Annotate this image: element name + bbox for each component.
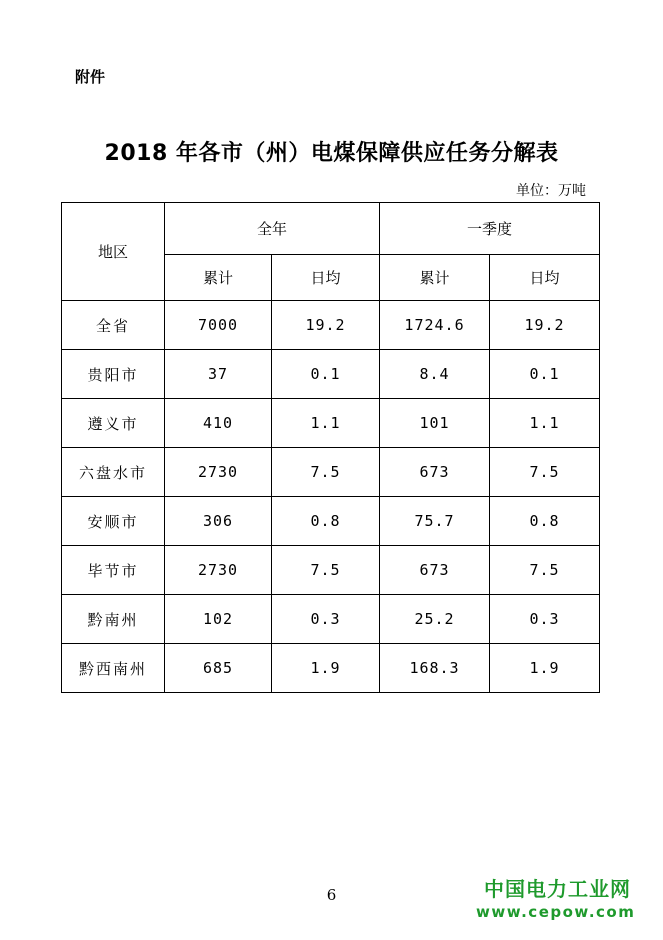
year-total-cell: 2730 [165,448,272,497]
region-cell: 黔西南州 [62,644,165,693]
year-total-cell: 306 [165,497,272,546]
attachment-label: 附件 [75,68,106,86]
supply-table [61,202,600,693]
q1-total-cell: 168.3 [380,644,490,693]
q1-total-cell: 1724.6 [380,301,490,350]
table-row [62,546,600,595]
q1-daily-cell: 19.2 [490,301,600,350]
watermark-site-name: 中国电力工业网 [484,877,631,901]
page-number: 6 [326,886,337,904]
year-total-cell: 2730 [165,546,272,595]
q1-daily-cell: 7.5 [490,448,600,497]
q1-daily-cell: 0.3 [490,595,600,644]
region-cell: 毕节市 [62,546,165,595]
q1-total-header: 累计 [380,255,490,301]
table-row [62,399,600,448]
q1-total-cell: 101 [380,399,490,448]
q1-daily-cell: 0.1 [490,350,600,399]
year-daily-cell: 1.9 [272,644,380,693]
year-total-cell: 410 [165,399,272,448]
year-daily-cell: 0.3 [272,595,380,644]
year-daily-cell: 1.1 [272,399,380,448]
table-row [62,448,600,497]
table-row [62,644,600,693]
table-row [62,497,600,546]
year-total-cell: 37 [165,350,272,399]
year-daily-cell: 7.5 [272,546,380,595]
region-cell: 安顺市 [62,497,165,546]
q1-total-cell: 673 [380,546,490,595]
watermark-site-url: www.cepow.com [476,903,636,921]
year-total-header: 累计 [165,255,272,301]
year-daily-cell: 7.5 [272,448,380,497]
region-cell: 遵义市 [62,399,165,448]
q1-daily-cell: 1.9 [490,644,600,693]
year-total-cell: 685 [165,644,272,693]
q1-daily-cell: 1.1 [490,399,600,448]
year-total-cell: 7000 [165,301,272,350]
table-row [62,595,600,644]
unit-label: 单位：万吨 [516,183,586,199]
region-cell: 全省 [62,301,165,350]
q1-total-cell: 673 [380,448,490,497]
q1-daily-cell: 7.5 [490,546,600,595]
year-daily-cell: 19.2 [272,301,380,350]
table-row [62,301,600,350]
q1-daily-cell: 0.8 [490,497,600,546]
q1-total-cell: 25.2 [380,595,490,644]
table-row [62,350,600,399]
table-header-row [62,203,600,255]
year-total-cell: 102 [165,595,272,644]
region-header: 地区 [62,203,165,301]
q1-daily-header: 日均 [490,255,600,301]
region-cell: 六盘水市 [62,448,165,497]
region-cell: 黔南州 [62,595,165,644]
year-daily-cell: 0.1 [272,350,380,399]
first-quarter-header: 一季度 [380,203,600,255]
full-year-header: 全年 [165,203,380,255]
q1-total-cell: 75.7 [380,497,490,546]
year-daily-cell: 0.8 [272,497,380,546]
region-cell: 贵阳市 [62,350,165,399]
document-title: 2018 年各市（州）电煤保障供应任务分解表 [104,141,559,166]
year-daily-header: 日均 [272,255,380,301]
q1-total-cell: 8.4 [380,350,490,399]
